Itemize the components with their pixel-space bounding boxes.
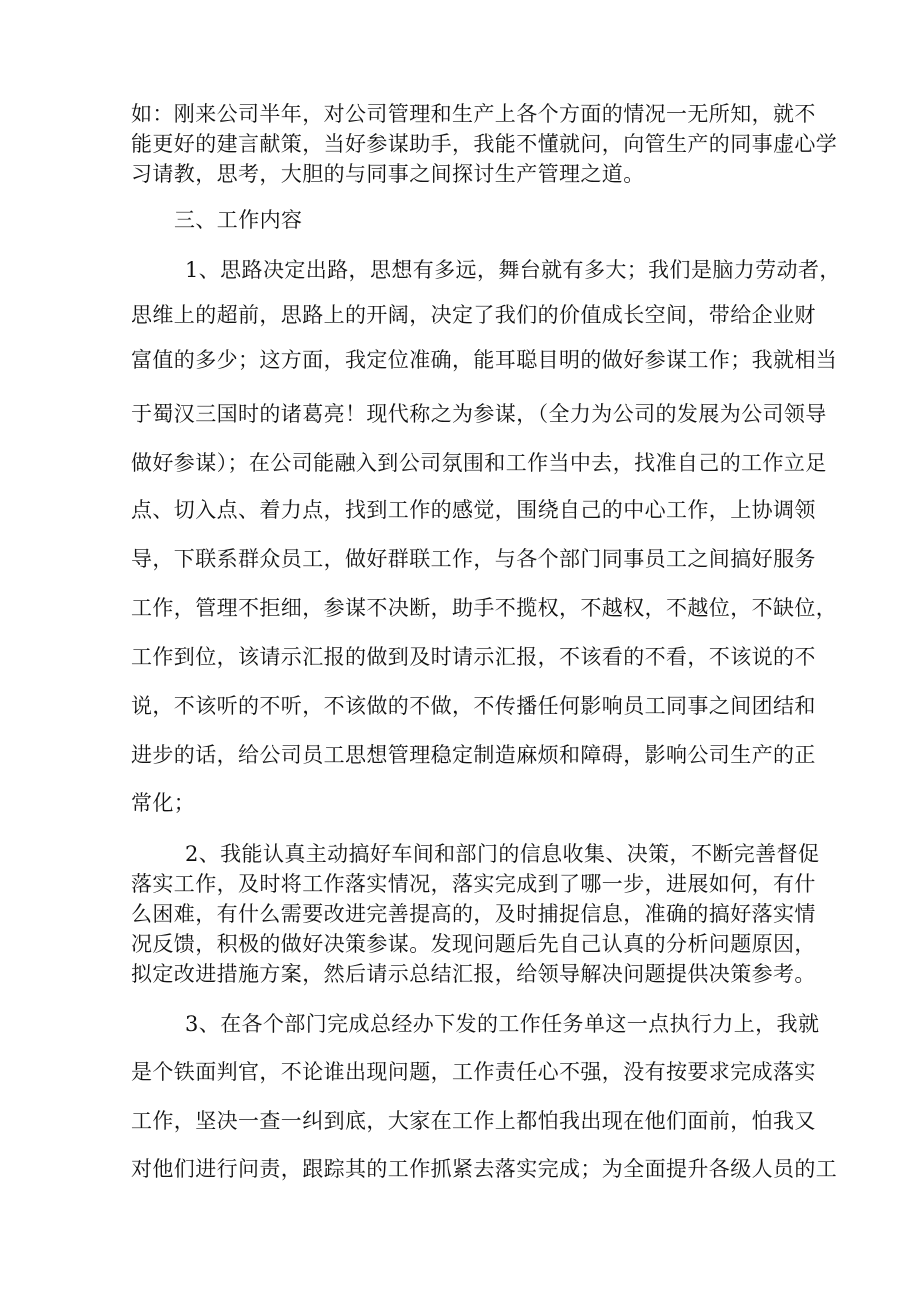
section-heading: 三、工作内容 (174, 208, 303, 232)
text-line: 于蜀汉三国时的诸葛亮！现代称之为参谋，（全力为公司的发展为公司领导 (131, 402, 827, 426)
text-line: 进步的话，给公司员工思想管理稳定制造麻烦和障碍，影响公司生产的正 (131, 743, 816, 767)
text-line: 如：刚来公司半年，对公司管理和生产上各个方面的情况一无所知，就不 (131, 102, 816, 126)
text-line: 工作，坚决一查一纠到底，大家在工作上都怕我出现在他们面前，怕我又 (131, 1109, 816, 1133)
text-line: 做好参谋）；在公司能融入到公司氛围和工作当中去，找准自己的工作立足 (131, 451, 827, 475)
text-line: 拟定改进措施方案，然后请示总结汇报，给领导解决问题提供决策参考。 (131, 962, 816, 986)
text-line: 导，下联系群众员工，做好群联工作，与各个部门同事员工之间搞好服务 (131, 547, 816, 571)
text-line: 是个铁面判官，不论谁出现问题，工作责任心不强，没有按要求完成落实 (131, 1060, 816, 1084)
text-line: 么困难，有什么需要改进完善提高的，及时捕捉信息，准确的搞好落实情 (131, 902, 816, 926)
text-line: 点、切入点、着力点，找到工作的感觉，围绕自己的中心工作，上协调领 (131, 498, 816, 522)
text-line: 1、思路决定出路，思想有多远，舞台就有多大；我们是脑力劳动者， (185, 258, 841, 282)
text-line: 习请教，思考，大胆的与同事之间探讨生产管理之道。 (131, 162, 645, 186)
text-line: 能更好的建言献策，当好参谋助手，我能不懂就问，向管生产的同事虚心学 (131, 132, 838, 156)
text-line: 3、在各个部门完成总经办下发的工作任务单这一点执行力上，我就 (185, 1012, 820, 1036)
text-line: 况反馈，积极的做好决策参谋。发现问题后先自己认真的分析问题原因， (131, 932, 816, 956)
text-line: 落实工作，及时将工作落实情况，落实完成到了哪一步，进展如何，有什 (131, 872, 816, 896)
text-line: 2、我能认真主动搞好车间和部门的信息收集、决策，不断完善督促 (185, 842, 820, 866)
text-line: 常化； (131, 791, 196, 815)
text-line: 工作到位，该请示汇报的做到及时请示汇报，不该看的不看，不该说的不 (131, 645, 816, 669)
text-line: 富值的多少；这方面，我定位准确，能耳聪目明的做好参谋工作；我就相当 (131, 348, 838, 372)
text-line: 对他们进行问责，跟踪其的工作抓紧去落实完成；为全面提升各级人员的工 (131, 1157, 838, 1181)
text-line: 工作，管理不拒细，参谋不决断，助手不揽权，不越权，不越位，不缺位， (131, 596, 838, 620)
text-line: 说，不该听的不听，不该做的不做，不传播任何影响员工同事之间团结和 (131, 694, 816, 718)
text-line: 思维上的超前，思路上的开阔，决定了我们的价值成长空间，带给企业财 (131, 303, 816, 327)
